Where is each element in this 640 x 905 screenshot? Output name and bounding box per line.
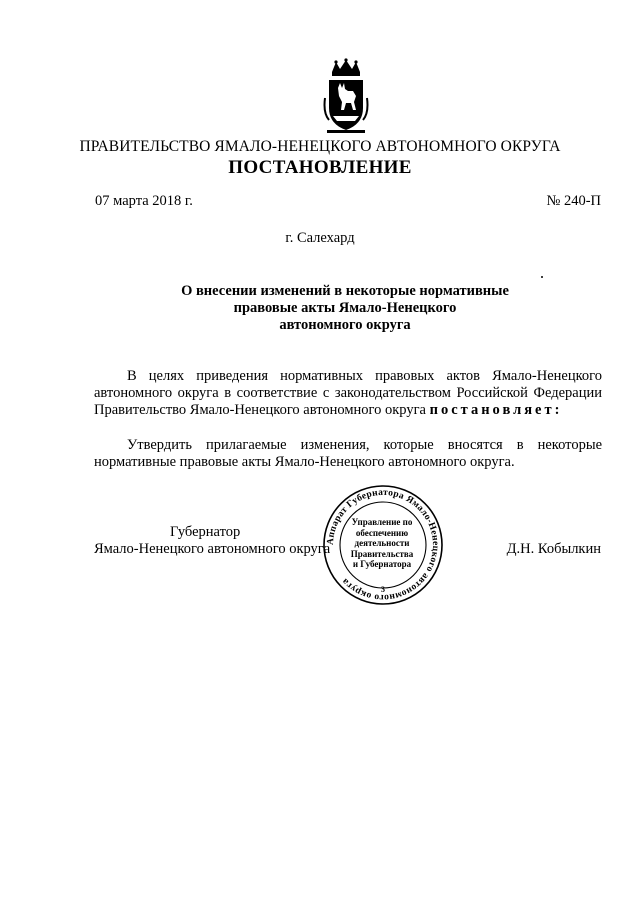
signatory-title: Губернатор xyxy=(170,524,241,540)
signatory-organization: Ямало-Ненецкого автономного округа xyxy=(94,541,331,557)
document-city: г. Салехард xyxy=(285,230,355,246)
seal-inner-line-1: Управление по xyxy=(351,517,413,527)
seal-inner-line-4: Правительства xyxy=(350,548,414,559)
subject-line-2: правовые акты Ямало-Ненецкого xyxy=(233,300,457,316)
seal-inner-line-2: обеспечению xyxy=(355,527,409,538)
government-title: ПРАВИТЕЛЬСТВО ЯМАЛО-НЕНЕЦКОГО АВТОНОМНОГО ОКРУГА xyxy=(79,138,561,155)
signatory-name: Д.Н. Кобылкин xyxy=(506,541,601,557)
paragraph-decision xyxy=(94,437,602,471)
coat-of-arms-icon xyxy=(323,58,369,134)
seal-ring-text: Аппарат Губернатора Ямало-Ненецкого автономного округа xyxy=(325,487,441,603)
seal-number: 3 xyxy=(381,585,385,594)
seal-inner-line-5: и Губернатора xyxy=(352,559,412,569)
preamble-text: В целях приведения нормативных правовых актов Ямало-Ненецкого автономного округа в соответствие с законодательством Российской Федерации Правительство Ямало-Ненецкого автономного округа xyxy=(94,368,602,418)
document-number: № 240-П xyxy=(546,193,601,209)
subject-line-1: О внесении изменений в некоторые нормативные xyxy=(181,283,509,299)
seal-inner-text xyxy=(336,517,428,570)
document-type: ПОСТАНОВЛЕНИЕ xyxy=(228,157,412,178)
seal-inner-line-3: деятельности xyxy=(354,538,410,548)
subject-line-3: автономного округа xyxy=(279,317,411,333)
paragraph-preamble xyxy=(94,368,602,419)
document-subject xyxy=(150,283,540,334)
stray-mark xyxy=(541,276,543,278)
resolution-keyword: постановляет: xyxy=(429,402,563,418)
decision-text: Утвердить прилагаемые изменения, которые вносятся в некоторые нормативные правовые акты Ямало-Ненецкого автономного округа. xyxy=(94,437,602,470)
document-date: 07 марта 2018 г. xyxy=(95,193,193,209)
